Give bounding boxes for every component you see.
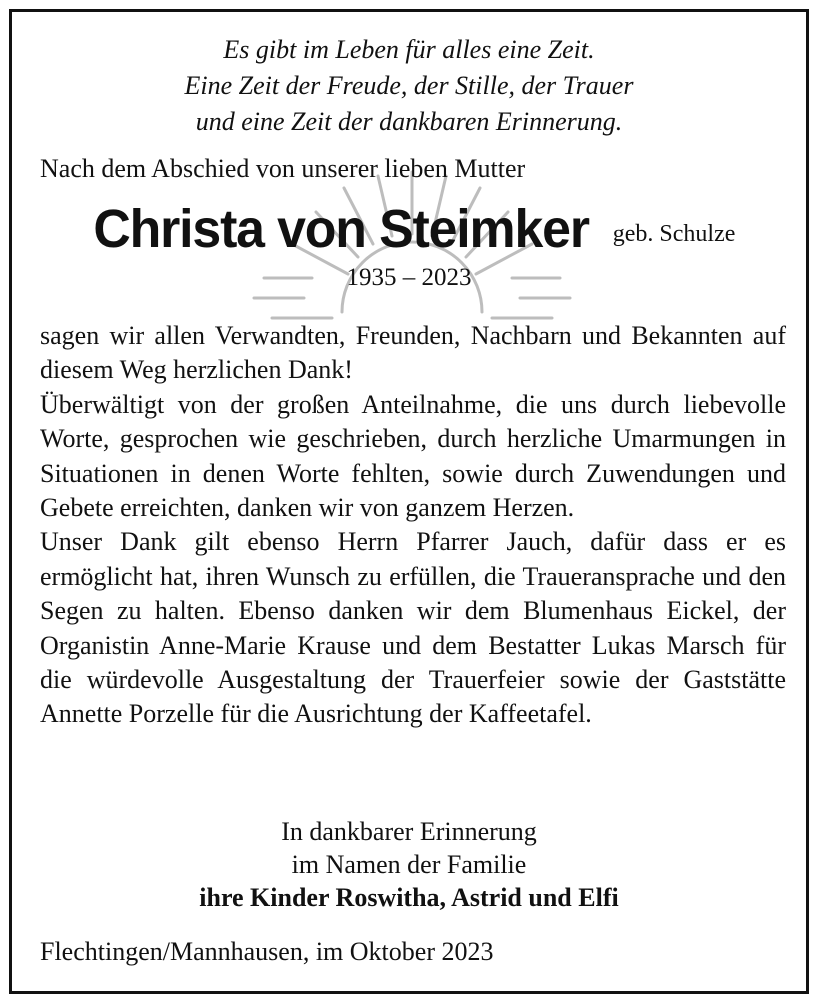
signature-block (12, 815, 806, 914)
verse-line: Es gibt im Leben für alles eine Zeit. (223, 35, 595, 64)
paragraph: sagen wir allen Verwandten, Freunden, Nachbarn und Bekannten auf diesem Weg herzlichen Dank! (40, 321, 786, 385)
verse (12, 32, 806, 140)
thank-you-text (40, 319, 786, 732)
deceased-name: Christa von Steimker (92, 199, 589, 259)
paragraph: Unser Dank gilt ebenso Herrn Pfarrer Jauch, dafür dass er es ermöglicht hat, ihren Wunsch zu erfüllen, die Traueransprache und den Segen zu halten. Ebenso danken wir dem Blumenhaus Eickel, der Organistin Anne-Marie Krause und dem Bestatter Lukas Marsch für die würdevolle Ausgestaltung der Trauerfeier sowie der Gaststätte Annette Porzelle für die Ausrichtung der Kaffeetafel. (40, 527, 786, 729)
obituary-card (9, 9, 809, 994)
signature-line: In dankbarer Erinnerung (281, 817, 537, 846)
verse-line: Eine Zeit der Freude, der Stille, der Trauer (184, 71, 634, 100)
signature-line: im Namen der Familie (291, 850, 527, 879)
life-years: 1935 – 2023 (346, 264, 472, 291)
paragraph: Überwältigt von der großen Anteilnahme, die uns durch liebevolle Worte, gesprochen wie geschrieben, durch herzliche Umarmungen in Situationen in denen Worte fehlten, sowie durch Zuwendungen und Gebete erreichten, danken wir von ganzem Herzen. (40, 389, 786, 523)
intro-text: Nach dem Abschied von unserer lieben Mutter (40, 154, 526, 183)
place-date: Flechtingen/Mannhausen, im Oktober 2023 (40, 937, 494, 966)
verse-line: und eine Zeit der dankbaren Erinnerung. (195, 107, 623, 136)
signature-children: ihre Kinder Roswitha, Astrid und Elfi (199, 883, 619, 912)
name-row (12, 198, 806, 260)
birth-name: geb. Schulze (612, 221, 736, 247)
